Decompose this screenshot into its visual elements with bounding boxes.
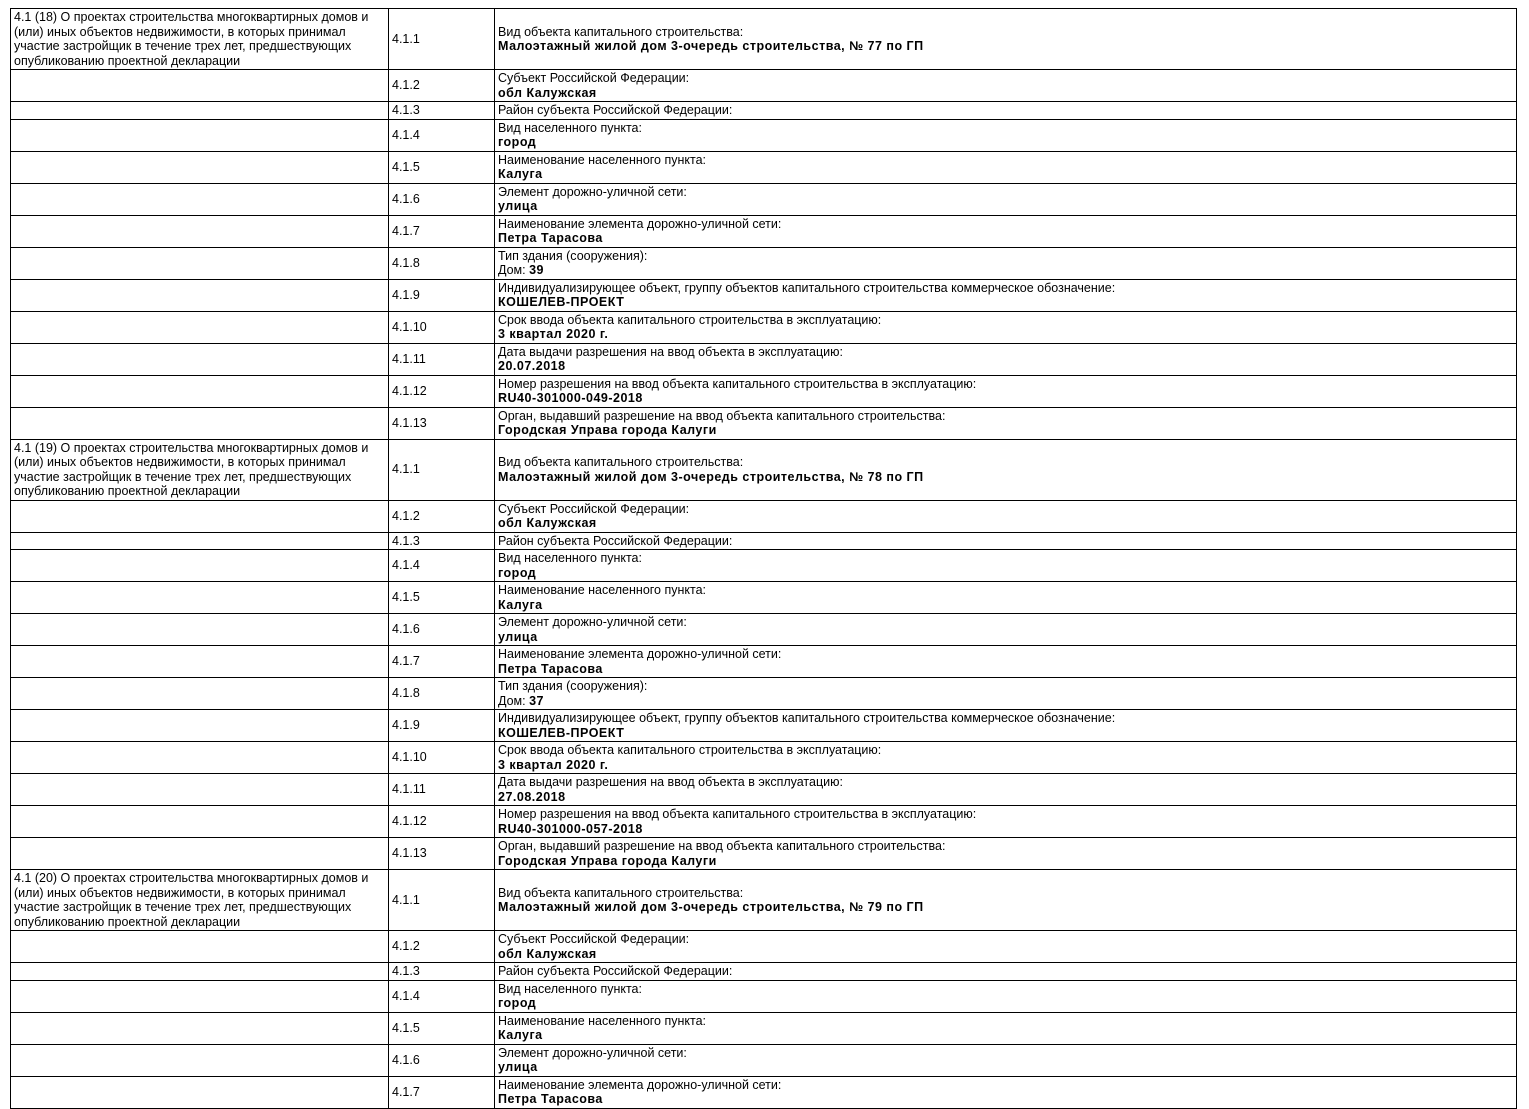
row-code-cell: [389, 582, 495, 614]
field-label: Вид населенного пункта:: [498, 120, 642, 135]
row-content-cell: [495, 102, 1517, 120]
row-code-cell: [389, 151, 495, 183]
field-label: Орган, выдавший разрешение на ввод объекта капитального строительства:: [498, 839, 946, 853]
table-row: [11, 119, 1517, 151]
table-row: [11, 215, 1517, 247]
row-content-cell: [495, 646, 1517, 678]
row-code: 4.1.10: [392, 750, 427, 765]
section-spacer-cell: [11, 70, 389, 102]
row-content-cell: [495, 247, 1517, 279]
row-code: 4.1.2: [392, 939, 420, 954]
field-value-text: 20.07.2018: [498, 359, 566, 373]
field-value-text: 27.08.2018: [498, 789, 566, 804]
field-value: [498, 598, 1513, 613]
row-code-cell: [389, 247, 495, 279]
table-row: [11, 774, 1517, 806]
row-content-cell: [495, 550, 1517, 582]
row-content-cell: [495, 375, 1517, 407]
field-value: [498, 516, 1513, 531]
field-value-text: Городская Управа города Калуги: [498, 423, 717, 437]
section-title: 4.1 (19) О проектах строительства многоквартирных домов и (или) иных объектов недвижимости, в которых принимал участие застройщик в течение трех лет, предшествующих опубликованию проектной декларации: [14, 440, 369, 498]
field-label: Наименование элемента дорожно-уличной сети:: [498, 1077, 782, 1092]
field-label: Район субъекта Российской Федерации:: [498, 964, 733, 978]
section-title-cell: [11, 9, 389, 70]
row-code-cell: [389, 870, 495, 931]
section-title-cell: [11, 439, 389, 500]
row-content-cell: [495, 931, 1517, 963]
row-code: 4.1.6: [392, 1052, 420, 1067]
row-content-cell: [495, 838, 1517, 870]
field-value-text: город: [498, 996, 537, 1010]
field-value-text: Малоэтажный жилой дом 3-очередь строительства, № 79 по ГП: [498, 900, 924, 914]
table-row: [11, 102, 1517, 120]
row-code: 4.1.2: [392, 508, 420, 523]
field-value: [498, 423, 1513, 438]
row-code-cell: [389, 774, 495, 806]
field-label: Элемент дорожно-уличной сети:: [498, 184, 687, 199]
table-row: [11, 870, 1517, 931]
field-value: [498, 630, 1513, 645]
section-spacer-cell: [11, 582, 389, 614]
field-value-text: КОШЕЛЕВ-ПРОЕКТ: [498, 295, 625, 309]
section-spacer-cell: [11, 500, 389, 532]
section-spacer-cell: [11, 838, 389, 870]
row-code-cell: [389, 1012, 495, 1044]
section-spacer-cell: [11, 931, 389, 963]
row-content-cell: [495, 980, 1517, 1012]
field-label: Тип здания (сооружения):: [498, 248, 648, 263]
table-row: [11, 980, 1517, 1012]
section-spacer-cell: [11, 119, 389, 151]
row-content-cell: [495, 439, 1517, 500]
field-value: [498, 327, 1513, 342]
field-value: [498, 854, 1513, 869]
row-code-cell: [389, 311, 495, 343]
field-label: Срок ввода объекта капитального строительства в эксплуатацию:: [498, 312, 882, 327]
table-row: [11, 183, 1517, 215]
row-code-cell: [389, 407, 495, 439]
field-label: Наименование элемента дорожно-уличной сети:: [498, 647, 782, 661]
row-code-cell: [389, 806, 495, 838]
field-value: [498, 758, 1513, 773]
row-code-cell: [389, 102, 495, 120]
field-value: [498, 694, 1513, 709]
row-content-cell: [495, 582, 1517, 614]
row-code: 4.1.2: [392, 78, 420, 93]
section-spacer-cell: [11, 1076, 389, 1108]
section-spacer-cell: [11, 963, 389, 981]
field-value-text: Малоэтажный жилой дом 3-очередь строительства, № 77 по ГП: [498, 39, 924, 53]
field-value-text: обл Калужская: [498, 85, 597, 100]
row-code-cell: [389, 963, 495, 981]
field-value: [498, 359, 1513, 374]
row-code: 4.1.7: [392, 223, 420, 238]
table-row: [11, 838, 1517, 870]
row-code-cell: [389, 1076, 495, 1108]
table-row: [11, 614, 1517, 646]
row-content-cell: [495, 1012, 1517, 1044]
section-spacer-cell: [11, 279, 389, 311]
row-code-cell: [389, 678, 495, 710]
section-spacer-cell: [11, 774, 389, 806]
field-value: [498, 167, 1513, 182]
field-label: Элемент дорожно-уличной сети:: [498, 615, 687, 629]
field-value-text: улица: [498, 1060, 538, 1074]
table-row: [11, 9, 1517, 70]
field-value: [498, 1092, 1513, 1107]
table-row: [11, 311, 1517, 343]
row-code: 4.1.12: [392, 383, 427, 398]
field-value: [498, 39, 1513, 54]
row-code: 4.1.10: [392, 319, 427, 334]
row-content-cell: [495, 9, 1517, 70]
row-code-cell: [389, 980, 495, 1012]
row-content-cell: [495, 870, 1517, 931]
row-code: 4.1.5: [392, 590, 420, 605]
section-spacer-cell: [11, 183, 389, 215]
field-value: [498, 135, 1513, 150]
field-value: [498, 996, 1513, 1011]
field-label: Тип здания (сооружения):: [498, 679, 648, 693]
field-value-text: 3 квартал 2020 г.: [498, 757, 609, 772]
field-label: Индивидуализирующее объект, группу объектов капитального строительства коммерческое обозначение:: [498, 711, 1116, 725]
row-code: 4.1.3: [392, 103, 420, 117]
row-content-cell: [495, 279, 1517, 311]
section-spacer-cell: [11, 1044, 389, 1076]
field-value-text: город: [498, 135, 537, 149]
field-value-text: Малоэтажный жилой дом 3-очередь строительства, № 78 по ГП: [498, 469, 924, 484]
field-value-text: Калуга: [498, 597, 543, 612]
field-label: Индивидуализирующее объект, группу объектов капитального строительства коммерческое обозначение:: [498, 280, 1116, 295]
table-row: [11, 407, 1517, 439]
row-code-cell: [389, 710, 495, 742]
field-label: Субъект Российской Федерации:: [498, 501, 690, 516]
field-label: Наименование населенного пункта:: [498, 1013, 707, 1028]
field-value-text: КОШЕЛЕВ-ПРОЕКТ: [498, 725, 625, 740]
row-content-cell: [495, 742, 1517, 774]
row-code-cell: [389, 375, 495, 407]
field-value: [498, 822, 1513, 837]
row-code: 4.1.8: [392, 255, 420, 270]
table-row: [11, 582, 1517, 614]
field-value-text: 39: [529, 263, 545, 277]
section-spacer-cell: [11, 343, 389, 375]
table-row: [11, 678, 1517, 710]
row-code: 4.1.5: [392, 1020, 420, 1035]
row-code-cell: [389, 439, 495, 500]
field-value-text: 3 квартал 2020 г.: [498, 327, 609, 341]
row-code-cell: [389, 9, 495, 70]
field-value-prefix: Дом:: [498, 263, 530, 277]
field-value-text: Петра Тарасова: [498, 661, 603, 676]
field-label: Вид объекта капитального строительства:: [498, 885, 744, 900]
row-code-cell: [389, 1044, 495, 1076]
field-value-text: Петра Тарасова: [498, 231, 603, 245]
row-code-cell: [389, 119, 495, 151]
section-spacer-cell: [11, 646, 389, 678]
table-row: [11, 931, 1517, 963]
row-content-cell: [495, 343, 1517, 375]
field-label: Вид населенного пункта:: [498, 981, 642, 996]
row-code-cell: [389, 614, 495, 646]
row-code-cell: [389, 183, 495, 215]
section-spacer-cell: [11, 311, 389, 343]
section-spacer-cell: [11, 407, 389, 439]
row-content-cell: [495, 1076, 1517, 1108]
row-content-cell: [495, 710, 1517, 742]
field-label: Номер разрешения на ввод объекта капитального строительства в эксплуатацию:: [498, 376, 977, 391]
table-row: [11, 963, 1517, 981]
field-value-text: Калуга: [498, 167, 543, 181]
field-value-text: обл Калужская: [498, 516, 597, 530]
field-value: [498, 1060, 1513, 1075]
row-content-cell: [495, 119, 1517, 151]
row-code-cell: [389, 931, 495, 963]
row-code: 4.1.1: [392, 31, 420, 46]
row-content-cell: [495, 532, 1517, 550]
row-code: 4.1.6: [392, 622, 420, 637]
field-label: Вид объекта капитального строительства:: [498, 24, 744, 39]
row-code: 4.1.6: [392, 191, 420, 206]
row-code-cell: [389, 279, 495, 311]
section-spacer-cell: [11, 151, 389, 183]
row-content-cell: [495, 774, 1517, 806]
table-row: [11, 1076, 1517, 1108]
section-title-cell: [11, 870, 389, 931]
field-value-text: Калуга: [498, 1028, 543, 1042]
section-spacer-cell: [11, 375, 389, 407]
row-code-cell: [389, 343, 495, 375]
row-content-cell: [495, 215, 1517, 247]
field-value: [498, 1028, 1513, 1043]
table-row: [11, 500, 1517, 532]
row-content-cell: [495, 678, 1517, 710]
field-value: [498, 86, 1513, 101]
row-code-cell: [389, 500, 495, 532]
section-title: 4.1 (20) О проектах строительства многоквартирных домов и (или) иных объектов недвижимости, в которых принимал участие застройщик в течение трех лет, предшествующих опубликованию проектной декларации: [14, 871, 369, 929]
section-spacer-cell: [11, 710, 389, 742]
row-code-cell: [389, 70, 495, 102]
row-code-cell: [389, 742, 495, 774]
table-row: [11, 742, 1517, 774]
row-code-cell: [389, 646, 495, 678]
row-code: 4.1.12: [392, 814, 427, 829]
row-code: 4.1.8: [392, 686, 420, 701]
field-label: Район субъекта Российской Федерации:: [498, 103, 733, 117]
section-spacer-cell: [11, 806, 389, 838]
field-label: Субъект Российской Федерации:: [498, 71, 690, 85]
row-code: 4.1.1: [392, 462, 420, 477]
field-value-text: Петра Тарасова: [498, 1092, 603, 1106]
field-value-text: улица: [498, 199, 538, 213]
field-value: [498, 900, 1513, 915]
field-label: Субъект Российской Федерации:: [498, 932, 690, 946]
row-code: 4.1.5: [392, 159, 420, 174]
field-value: [498, 295, 1513, 310]
section-title: 4.1 (18) О проектах строительства многоквартирных домов и (или) иных объектов недвижимости, в которых принимал участие застройщик в течение трех лет, предшествующих опубликованию проектной декларации: [14, 10, 369, 68]
field-value: [498, 566, 1513, 581]
table-row: [11, 532, 1517, 550]
field-value: [498, 391, 1513, 406]
row-code: 4.1.9: [392, 287, 420, 302]
row-code: 4.1.13: [392, 846, 427, 861]
section-spacer-cell: [11, 550, 389, 582]
field-value-text: улица: [498, 629, 538, 644]
table-row: [11, 1044, 1517, 1076]
field-value: [498, 947, 1513, 962]
section-spacer-cell: [11, 102, 389, 120]
section-spacer-cell: [11, 678, 389, 710]
field-value: [498, 470, 1513, 485]
row-code: 4.1.3: [392, 533, 420, 548]
table-body: [11, 9, 1517, 1109]
table-row: [11, 343, 1517, 375]
table-row: [11, 247, 1517, 279]
field-value: [498, 726, 1513, 741]
field-label: Элемент дорожно-уличной сети:: [498, 1045, 687, 1060]
field-label: Наименование населенного пункта:: [498, 583, 707, 597]
row-code-cell: [389, 838, 495, 870]
row-code: 4.1.3: [392, 964, 420, 978]
field-label: Срок ввода объекта капитального строительства в эксплуатацию:: [498, 743, 882, 757]
section-spacer-cell: [11, 980, 389, 1012]
row-content-cell: [495, 183, 1517, 215]
row-content-cell: [495, 614, 1517, 646]
field-label: Наименование населенного пункта:: [498, 152, 707, 167]
row-content-cell: [495, 70, 1517, 102]
table-row: [11, 439, 1517, 500]
row-content-cell: [495, 151, 1517, 183]
table-row: [11, 550, 1517, 582]
table-row: [11, 646, 1517, 678]
project-declaration-table: [10, 8, 1517, 1109]
field-label: Район субъекта Российской Федерации:: [498, 533, 733, 548]
field-value: [498, 263, 1513, 278]
field-label: Вид объекта капитального строительства:: [498, 455, 744, 469]
table-row: [11, 70, 1517, 102]
field-label: Орган, выдавший разрешение на ввод объекта капитального строительства:: [498, 408, 946, 423]
table-row: [11, 375, 1517, 407]
row-code-cell: [389, 550, 495, 582]
field-value: [498, 231, 1513, 246]
row-content-cell: [495, 500, 1517, 532]
row-code: 4.1.1: [392, 892, 420, 907]
row-content-cell: [495, 963, 1517, 981]
row-code: 4.1.4: [392, 988, 420, 1003]
table-row: [11, 1012, 1517, 1044]
row-content-cell: [495, 806, 1517, 838]
table-row: [11, 151, 1517, 183]
row-code: 4.1.4: [392, 558, 420, 573]
table-row: [11, 710, 1517, 742]
section-spacer-cell: [11, 614, 389, 646]
field-label: Дата выдачи разрешения на ввод объекта в эксплуатацию:: [498, 775, 843, 789]
row-content-cell: [495, 1044, 1517, 1076]
row-code: 4.1.11: [392, 782, 426, 797]
field-label: Номер разрешения на ввод объекта капитального строительства в эксплуатацию:: [498, 807, 977, 821]
field-value-text: 37: [529, 693, 545, 708]
field-value-text: город: [498, 565, 537, 580]
row-code: 4.1.9: [392, 718, 420, 733]
row-content-cell: [495, 311, 1517, 343]
section-spacer-cell: [11, 1012, 389, 1044]
section-spacer-cell: [11, 532, 389, 550]
section-spacer-cell: [11, 215, 389, 247]
row-code: 4.1.7: [392, 1084, 420, 1099]
row-code: 4.1.13: [392, 415, 427, 430]
field-label: Вид населенного пункта:: [498, 551, 642, 565]
row-code-cell: [389, 532, 495, 550]
field-value-text: RU40-301000-057-2018: [498, 821, 643, 836]
row-code: 4.1.7: [392, 654, 420, 669]
section-spacer-cell: [11, 742, 389, 774]
row-code: 4.1.11: [392, 351, 426, 366]
row-content-cell: [495, 407, 1517, 439]
section-spacer-cell: [11, 247, 389, 279]
field-value-text: Городская Управа города Калуги: [498, 853, 717, 868]
field-value-prefix: Дом:: [498, 693, 530, 708]
field-value: [498, 662, 1513, 677]
row-code-cell: [389, 215, 495, 247]
field-value: [498, 790, 1513, 805]
table-row: [11, 806, 1517, 838]
field-value-text: обл Калужская: [498, 946, 597, 961]
table-row: [11, 279, 1517, 311]
field-value-text: RU40-301000-049-2018: [498, 391, 643, 405]
field-label: Наименование элемента дорожно-уличной сети:: [498, 216, 782, 231]
field-label: Дата выдачи разрешения на ввод объекта в эксплуатацию:: [498, 344, 843, 359]
field-value: [498, 199, 1513, 214]
row-code: 4.1.4: [392, 127, 420, 142]
